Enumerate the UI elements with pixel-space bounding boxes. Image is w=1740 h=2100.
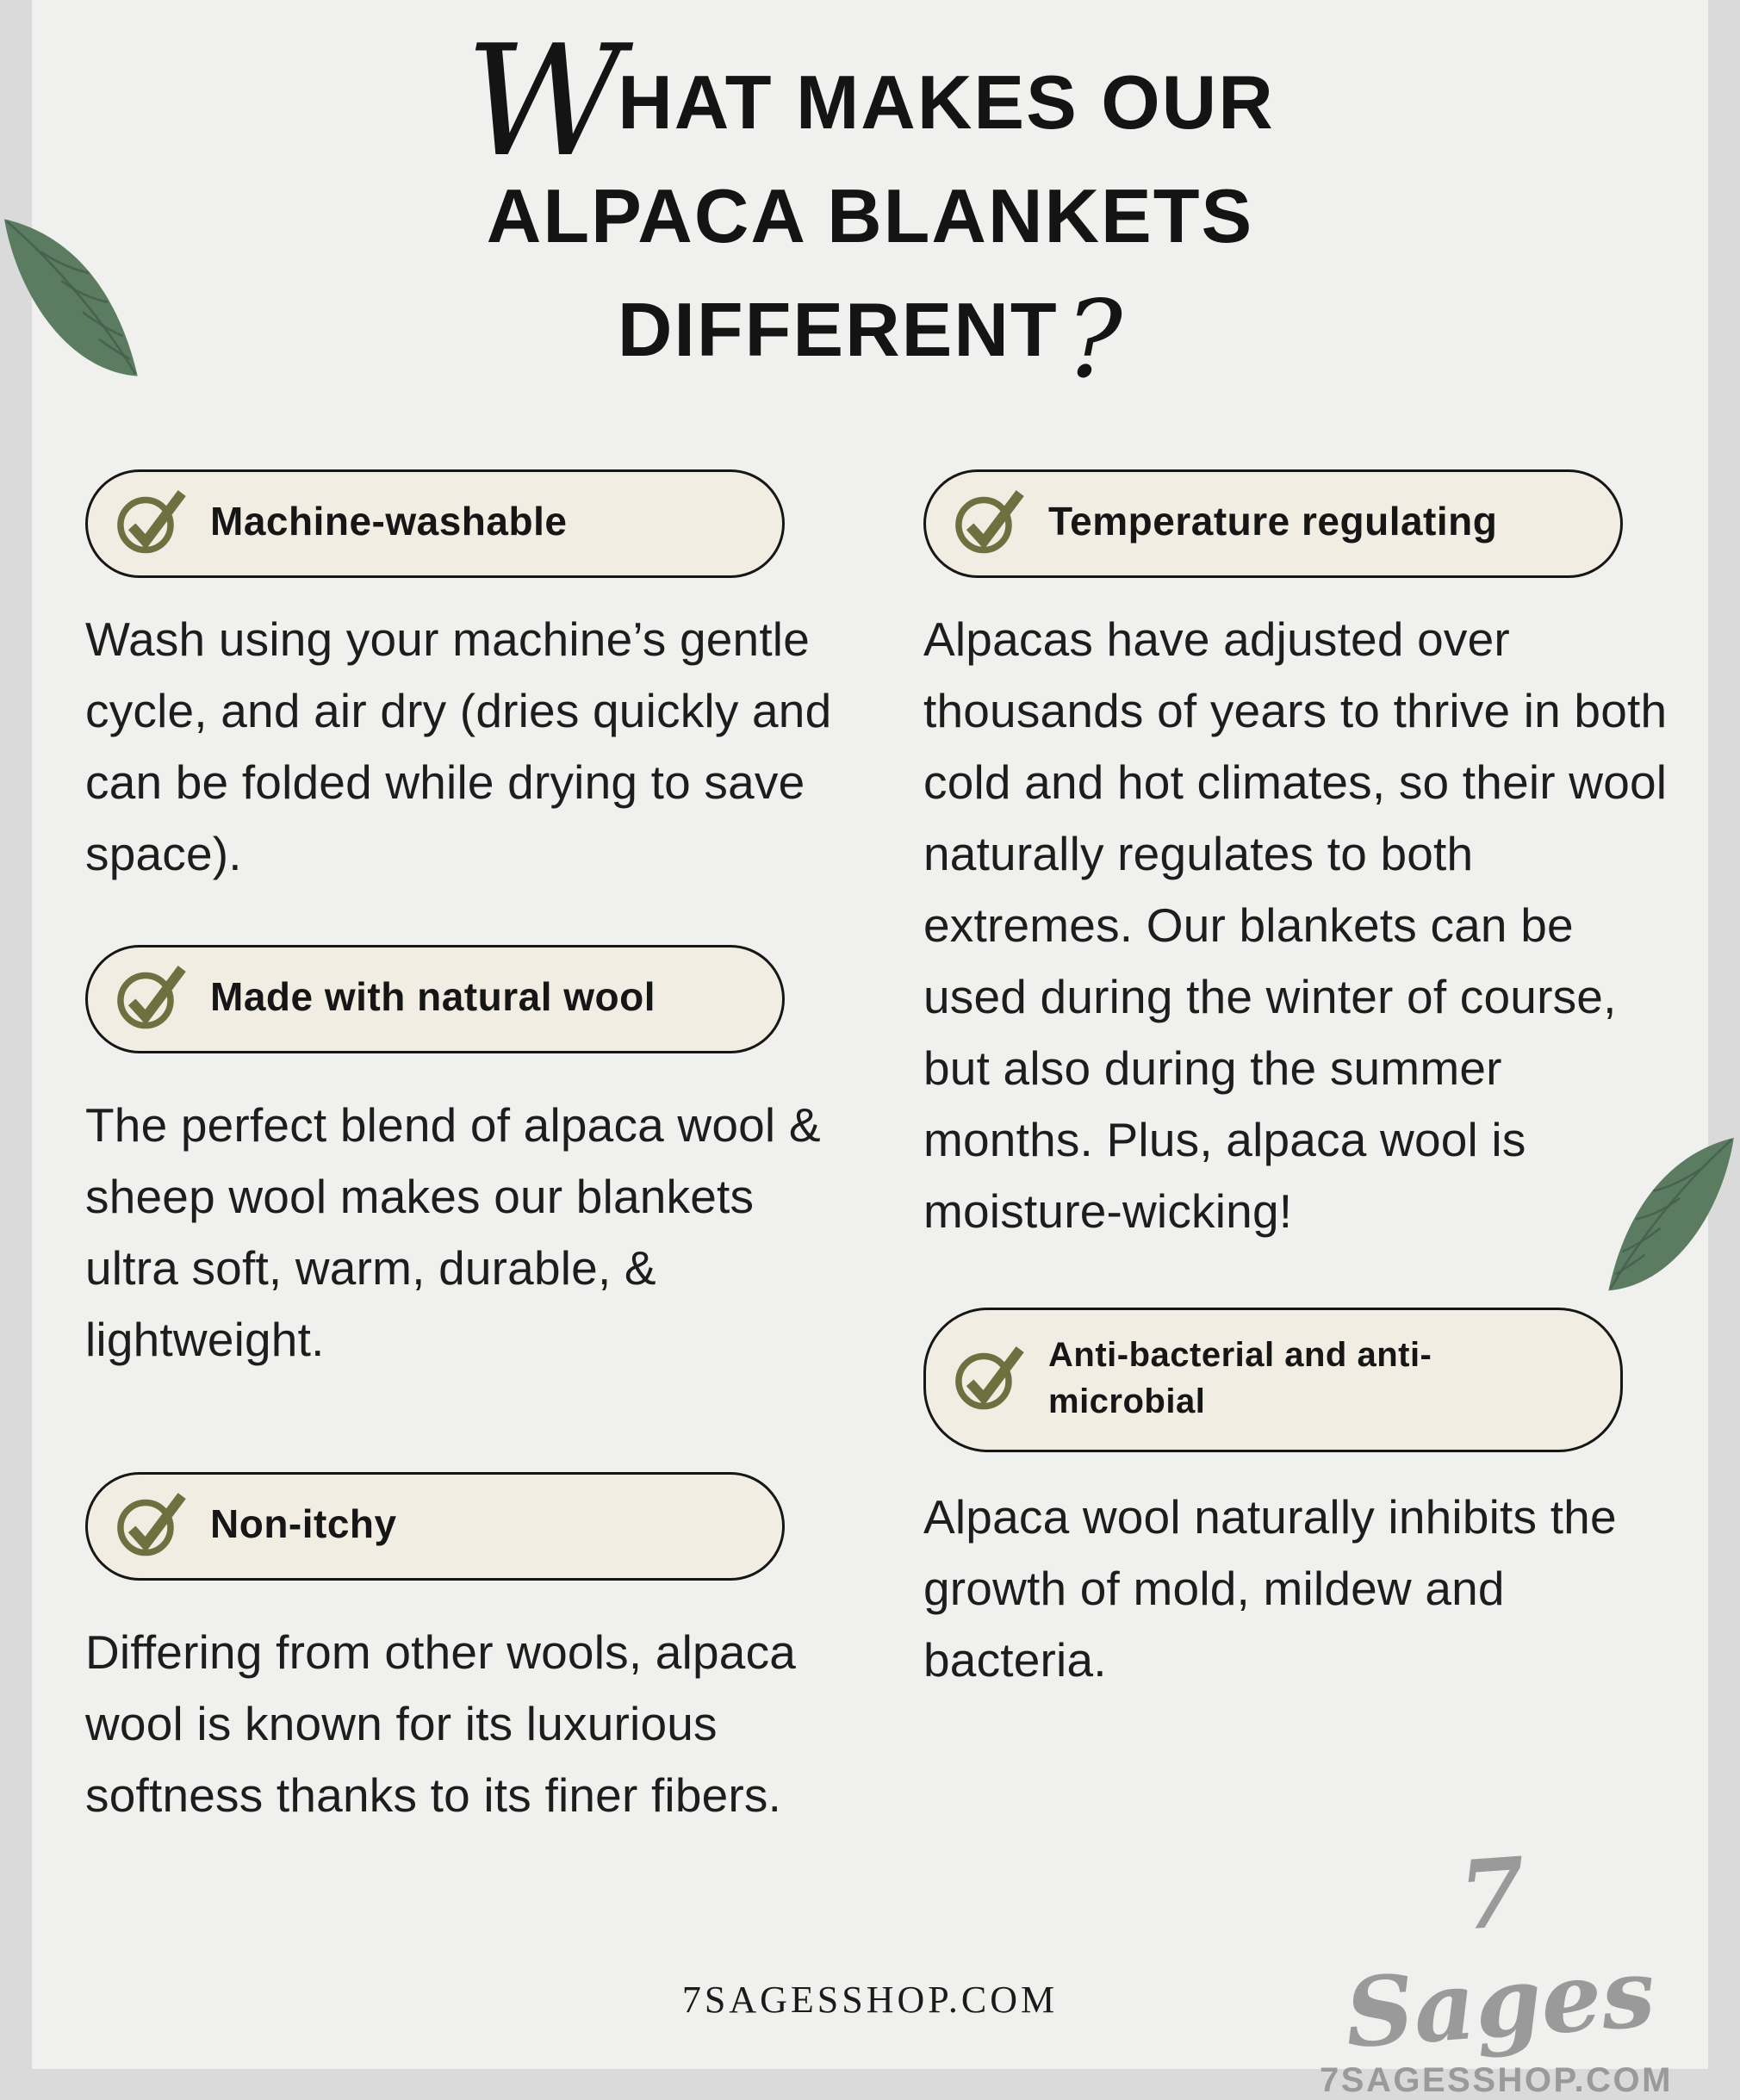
feature-label: Temperature regulating: [1048, 499, 1498, 544]
title-line-3-text: DIFFERENT: [617, 287, 1059, 372]
feature-pill-anti-bacterial: [923, 1308, 1623, 1452]
feature-description: Alpacas have adjusted over thousands of years to thrive in both cold and hot climates, so their wool naturally regulates to both extremes. Our blankets can be used during the winter of course, but also during the summer months. Plus, alpaca wool is moisture-wicking!: [923, 612, 1668, 1238]
checkmark-icon: [114, 1487, 190, 1563]
feature-description: Alpaca wool naturally inhibits the growth of mold, mildew and bacteria.: [923, 1490, 1617, 1687]
script-initial-w: W: [465, 12, 624, 190]
checkmark-icon: [952, 1340, 1028, 1416]
feature-description: Differing from other wools, alpaca wool is known for its luxurious softness thanks to its finer fibers.: [85, 1625, 797, 1822]
feature-natural-wool: [85, 945, 842, 1376]
title-line-1-text: HAT MAKES OUR: [618, 59, 1275, 145]
right-column: [923, 469, 1669, 1696]
page-title: [32, 12, 1708, 402]
feature-pill-non-itchy: [85, 1472, 785, 1581]
checkmark-icon: [114, 960, 190, 1035]
feature-label: Non-itchy: [210, 1501, 397, 1547]
feature-pill-temperature-regulating: [923, 469, 1623, 578]
checkmark-icon: [114, 484, 190, 560]
brand-logo-website: 7SAGESSHOP.COM: [1320, 2061, 1673, 2099]
feature-machine-washable: [85, 469, 842, 890]
checkmark-icon: [952, 484, 1028, 560]
footer-website: 7SAGESSHOP.COM: [681, 1979, 1059, 2021]
feature-temperature-regulating: [923, 469, 1669, 1247]
feature-label: Machine-washable: [210, 499, 568, 544]
feature-non-itchy: [85, 1472, 842, 1831]
feature-label: Made with natural wool: [210, 974, 656, 1020]
script-question-mark: ?: [1065, 278, 1123, 402]
feature-anti-bacterial: [923, 1308, 1669, 1696]
feature-pill-natural-wool: [85, 945, 785, 1053]
title-line-3: [32, 273, 1708, 402]
left-column: [85, 469, 842, 1831]
feature-description: The perfect blend of alpaca wool & sheep wool makes our blankets ultra soft, warm, durable, & lightweight.: [85, 1098, 821, 1366]
title-line-2: ALPACA BLANKETS: [486, 173, 1254, 258]
brand-logo: [1315, 1836, 1677, 2100]
feature-pill-machine-washable: [85, 469, 785, 578]
feature-label: Anti-bacterial and anti-microbial: [1048, 1336, 1432, 1420]
feature-description: Wash using your machine’s gentle cycle, and air dry (dries quickly and can be folded while drying to save space).: [85, 612, 832, 880]
brand-logo-script: 7 Sages: [1341, 1836, 1659, 2069]
title-line-1: [32, 12, 1708, 190]
infographic-page: [32, 0, 1708, 2099]
